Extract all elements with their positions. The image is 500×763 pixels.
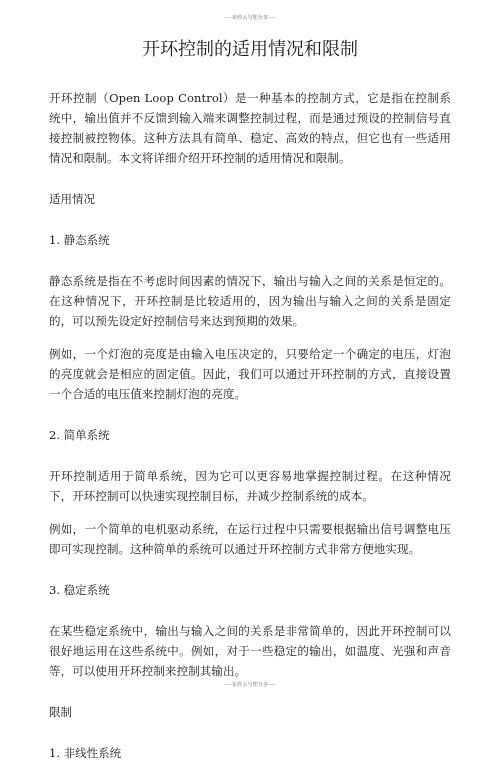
section-heading-applicable: 适用情况 (49, 192, 95, 206)
simple-system-paragraph: 开环控制适用于简单系统，因为它可以更容易地掌握控制过程。在这种情况下，开环控制可以快速实现控制目标，并减少控制系统的成本。 (49, 469, 451, 503)
document-body (49, 88, 451, 763)
item-heading-simple-system: 2. 简单系统 (49, 428, 110, 442)
document-title: 开环控制的适用情况和限制 (142, 39, 358, 60)
static-system-paragraph: 静态系统是指在不考虑时间因素的情况下，输出与输入之间的关系是恒定的。在这种情况下，开环控制是比较适用的，因为输出与输入之间的关系是固定的，可以预先设定好控制信号来达到预期的效果。 (49, 274, 451, 328)
stable-system-paragraph: 在某些稳定系统中，输出与输入之间的关系是非常简单的，因此开环控制可以很好地运用在这些系统中。例如，对于一些稳定的输出，如温度、光强和声音等，可以使用开环控制来控制其输出。 (49, 624, 451, 678)
item-heading-static-system: 1. 静态系统 (49, 233, 110, 247)
item-heading-nonlinear-system: 1. 非线性系统 (49, 746, 122, 760)
section-heading-limits: 限制 (49, 705, 72, 719)
simple-system-example-paragraph: 例如，一个简单的电机驱动系统，在运行过程中只需要根据输出信号调整电压即可实现控制。这种简单的系统可以通过开环控制方式非常方便地实现。 (49, 522, 451, 556)
static-system-example-paragraph: 例如，一个灯泡的亮度是由输入电压决定的，只要给定一个确定的电压，灯泡的亮度就会是相应的固定值。因此，我们可以通过开环控制的方式，直接设置一个合适的电压值来控制灯泡的亮度。 (49, 347, 451, 401)
page-header: ----宋停云与您分享---- (224, 15, 276, 21)
item-heading-stable-system: 3. 稳定系统 (49, 583, 110, 597)
intro-paragraph: 开环控制（Open Loop Control）是一种基本的控制方式，它是指在控制系统中，输出值并不反馈到输入端来调整控制过程，而是通过预设的控制信号直接控制被控物体。这种方法具有简单、稳定、高效的特点，但它也有一些适用情况和限制。本文将详细介绍开环控制的适用情况和限制。 (49, 91, 451, 165)
page-footer: ----宋停云与您分享---- (224, 682, 276, 688)
